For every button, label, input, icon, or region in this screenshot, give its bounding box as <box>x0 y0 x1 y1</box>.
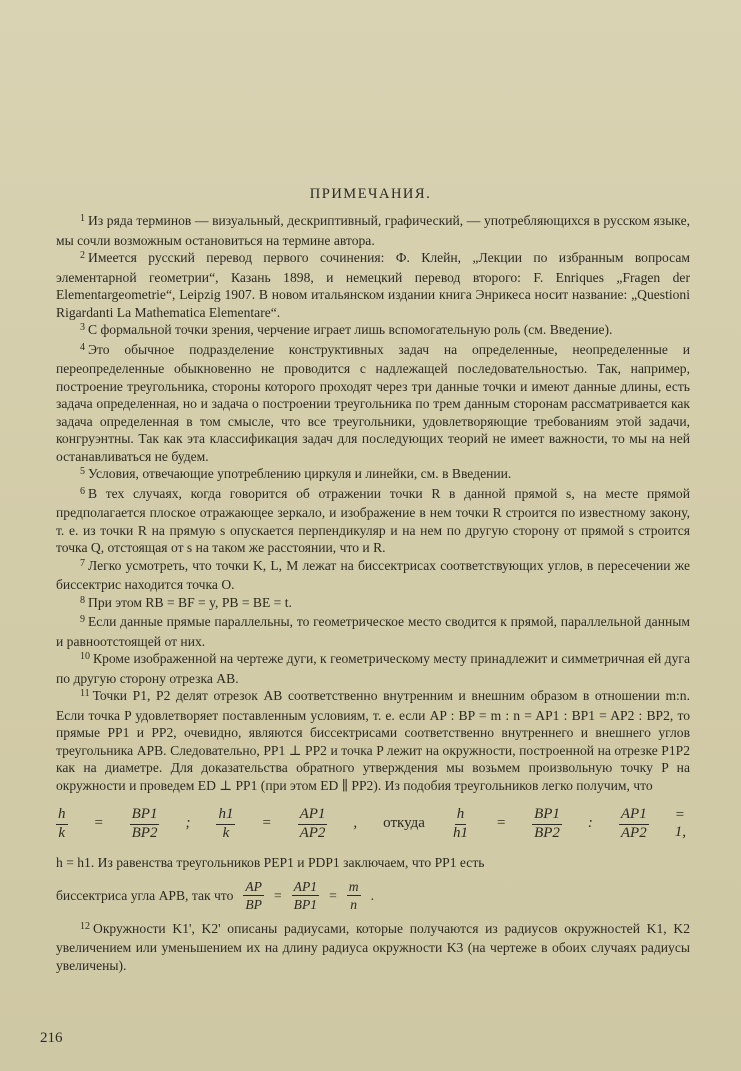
note-6 <box>56 485 690 557</box>
separator: , <box>353 815 358 832</box>
denominator: AP2 <box>620 824 647 841</box>
denominator: n <box>350 897 358 912</box>
numerator: AP1 <box>619 806 649 825</box>
note-5 <box>56 465 690 485</box>
note-text: Это обычное подразделение конструктивных задач на определенные, неопределенные и переопределенные обыкновенно не проводится с надлежащей последовательностью. Так, например, построение треугольника, стороны которого проходят через три данные точки и имеют данные длины, есть задача определенная, но и задача о построении треугольника по трем данным сторонам рассматривается как задача определенная в том смысле, что все треугольники, удовлетворяющие требованиям этой задачи, конгруэнтны. Так как эта классификация задач для последующих теорий не имеет важности, то мы на ней останавливаться не будем. <box>56 341 690 464</box>
denominator: BP <box>245 897 262 912</box>
fraction <box>619 806 649 842</box>
separator: ; <box>185 815 191 832</box>
note-number: 4 <box>80 341 85 353</box>
note-7 <box>56 557 690 594</box>
note-8 <box>56 594 690 614</box>
note-9 <box>56 613 690 650</box>
equals-sign: = <box>261 815 272 832</box>
note-text: В тех случаях, когда говорится об отражении точки R в данной прямой s, на месте прямой предполагается плоское отражающее зеркало, и изображение в нем точки R строится по известному закону, т. е. из точки R на прямую s опускается перпендикуляр и на нем по другую сторону от прямой s строится точка Q, отстоящая от s на таком же расстоянии, что и R. <box>56 485 690 555</box>
numerator: AP1 <box>298 806 328 825</box>
denominator: k <box>58 824 66 841</box>
formula-result: = 1, <box>674 806 686 840</box>
equals-sign: = <box>329 887 337 903</box>
fraction <box>292 878 319 914</box>
fraction <box>532 806 562 842</box>
note-text: При этом RB = BF = y, PB = BE = t. <box>88 594 292 610</box>
separator: : <box>587 815 593 832</box>
note-11 <box>56 687 690 794</box>
note-number: 7 <box>80 557 85 569</box>
note-number: 12 <box>80 920 90 932</box>
note-12 <box>56 920 690 975</box>
numerator: m <box>347 878 361 897</box>
note-number: 10 <box>80 651 90 662</box>
numerator: BP1 <box>130 806 160 825</box>
note-text: Если данные прямые параллельны, то геометрическое место сводится к прямой, параллельной данным и равноотстоящей от них. <box>56 614 690 649</box>
note-2 <box>56 249 690 321</box>
formula-lead-text: биссектриса угла APB, так что <box>56 887 234 903</box>
numerator: BP1 <box>532 806 562 825</box>
page-number: 216 <box>40 1030 63 1046</box>
numerator: h <box>56 806 68 825</box>
note-number: 6 <box>80 485 85 497</box>
formula-bisector <box>56 878 690 914</box>
fraction <box>347 878 361 914</box>
fraction <box>216 806 235 842</box>
page-title: ПРИМЕЧАНИЯ. <box>309 186 432 202</box>
numerator: AP <box>243 878 264 897</box>
denominator: BP1 <box>293 897 318 912</box>
denominator: BP2 <box>131 824 158 841</box>
denominator: h1 <box>452 824 468 841</box>
note-text: Легко усмотреть, что точки K, L, M лежат на биссектрисах соответствующих углов, в пересечении же биссектрис находится точка O. <box>56 557 690 592</box>
note-number: 5 <box>80 466 85 477</box>
note-number: 8 <box>80 594 85 606</box>
denominator: BP2 <box>534 824 560 841</box>
numerator: h1 <box>216 806 235 825</box>
equals-sign: = <box>273 887 282 903</box>
note-number: 3 <box>80 322 85 333</box>
fraction <box>451 806 470 842</box>
note-text: Окружности K1', K2' описаны радиусами, которые получаются из радиусов окружностей K1, K2 увеличением или уменьшением их на длину радиуса окружности K3 (на чертеже в обоих случаях радиусы увеличены). <box>56 920 690 973</box>
separator: . <box>370 887 374 903</box>
note-number: 1 <box>80 213 85 224</box>
denominator: k <box>222 824 230 841</box>
note-1 <box>56 212 690 249</box>
after-formula-text: h = h1. Из равенства треугольников PEP1 и PDP1 заключаем, что PP1 есть <box>56 855 485 870</box>
numerator: h <box>455 806 467 825</box>
equals-sign: = <box>93 815 104 832</box>
fraction <box>243 878 264 914</box>
fraction <box>130 806 160 842</box>
equals-sign: = <box>495 815 507 832</box>
formula-word: откуда <box>383 815 425 832</box>
note-text: Точки P1, P2 делят отрезок AB соответственно внутренним и внешним образом в отношении m:n. Если точка P удовлетворяет поставленным условиям, т. е. если AP : BP = m : n = AP1 : BP1 = AP2 : BP2, то прямые PP1 и PP2, очевидно, являются биссектрисами соответственно внутреннего и внешнего углов треугольника APB. Следовательно, PP1 ⊥ PP2 и точка P лежит на окружности, построенной на отрезке P1P2 как на диаметре. Для доказательства обратного утверждения мы возьмем произвольную точку P на окружности и проведем ED ⊥ PP1 (при этом ED ∥ PP2). Из подобия треугольников легко получим, что <box>56 688 690 793</box>
fraction <box>56 806 68 842</box>
fraction <box>298 806 328 842</box>
note-number: 11 <box>80 688 90 699</box>
note-text: Кроме изображенной на чертеже дуги, к геометрическому месту принадлежит и симметричная ей дуга по другую сторону отрезка AB. <box>56 651 690 686</box>
note-text: Из ряда терминов — визуальный, дескриптивный, графический, — употребляющихся в русском языке, мы сочли возможным остановиться на термине автора. <box>56 213 690 248</box>
note-4 <box>56 341 690 466</box>
note-number: 9 <box>80 614 85 625</box>
note-text: Имеется русский перевод первого сочинения: Ф. Клейн, „Лекции по избранным вопросам элементарной геометрии“, Казань 1898, и немецкий перевод второго: F. Enriques „Fragen der Elementargeometrie“, Leipzig 1907. В новом итальянском издании книга Энрикеса носит название: „Questioni Rigardanti La Mathematica Elementare“. <box>56 250 690 320</box>
note-3 <box>56 321 690 341</box>
note-10 <box>56 650 690 687</box>
denominator: AP2 <box>299 824 326 841</box>
formula-ratios <box>56 794 690 854</box>
note-text: С формальной точки зрения, черчение играет лишь вспомогательную роль (см. Введение). <box>88 322 613 337</box>
notes-body <box>56 212 690 974</box>
note-text: Условия, отвечающие употреблению циркуля и линейки, см. в Введении. <box>88 466 512 481</box>
note-number: 2 <box>80 250 85 261</box>
numerator: AP1 <box>292 878 319 897</box>
